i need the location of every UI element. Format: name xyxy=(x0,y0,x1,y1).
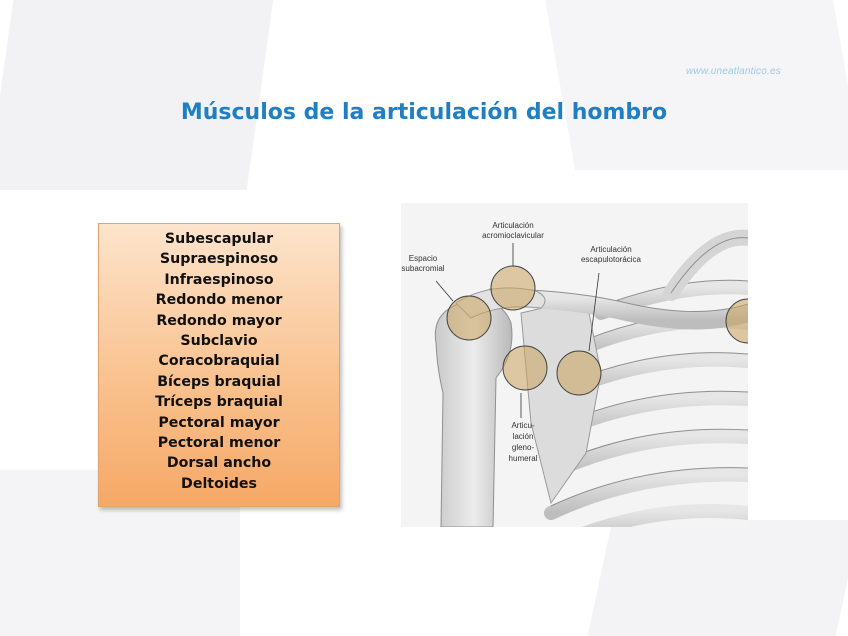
label-escapulotoracica: Articulación xyxy=(590,245,632,254)
muscle-item: Coracobraquial xyxy=(158,353,280,370)
muscle-item: Infraespinoso xyxy=(164,271,274,288)
label-acromioclavicular: acromioclavicular xyxy=(482,231,544,240)
muscle-item: Subclavio xyxy=(180,333,258,350)
label-subacromial: Espacio xyxy=(408,254,438,263)
label-glenohumeral: humeral xyxy=(508,454,538,463)
scapula xyxy=(521,298,601,503)
shoulder-skeleton-svg xyxy=(401,203,748,527)
label-subacromial: subacromial xyxy=(401,264,445,273)
website-watermark: www.uneatlantico.es xyxy=(686,66,781,77)
label-acromioclavicular: Articulación xyxy=(492,221,534,230)
muscle-item: Redondo menor xyxy=(155,292,283,309)
label-escapulotoracica: escapulotorácica xyxy=(580,255,642,264)
label-glenohumeral: Articu- xyxy=(511,421,535,430)
background-panel xyxy=(588,520,848,636)
muscle-item: Bíceps braquial xyxy=(157,373,281,390)
muscle-list xyxy=(99,229,339,494)
label-glenohumeral: gleno- xyxy=(511,443,535,452)
label-glenohumeral: lación xyxy=(512,432,534,441)
muscle-item: Redondo mayor xyxy=(156,312,282,329)
muscle-item: Supraespinoso xyxy=(159,251,279,268)
muscle-item: Deltoides xyxy=(181,475,257,492)
muscle-item: Subescapular xyxy=(164,231,274,247)
muscle-item: Pectoral mayor xyxy=(158,414,280,431)
muscle-item: Dorsal ancho xyxy=(166,455,272,472)
muscle-item: Tríceps braquial xyxy=(155,394,283,411)
background-panel xyxy=(545,0,848,170)
muscle-item: Pectoral menor xyxy=(157,435,281,452)
page-title: Músculos de la articulación del hombro xyxy=(180,100,668,125)
background-panel xyxy=(0,0,273,190)
muscle-list-box xyxy=(98,223,340,507)
shoulder-anatomy-illustration xyxy=(401,203,748,527)
